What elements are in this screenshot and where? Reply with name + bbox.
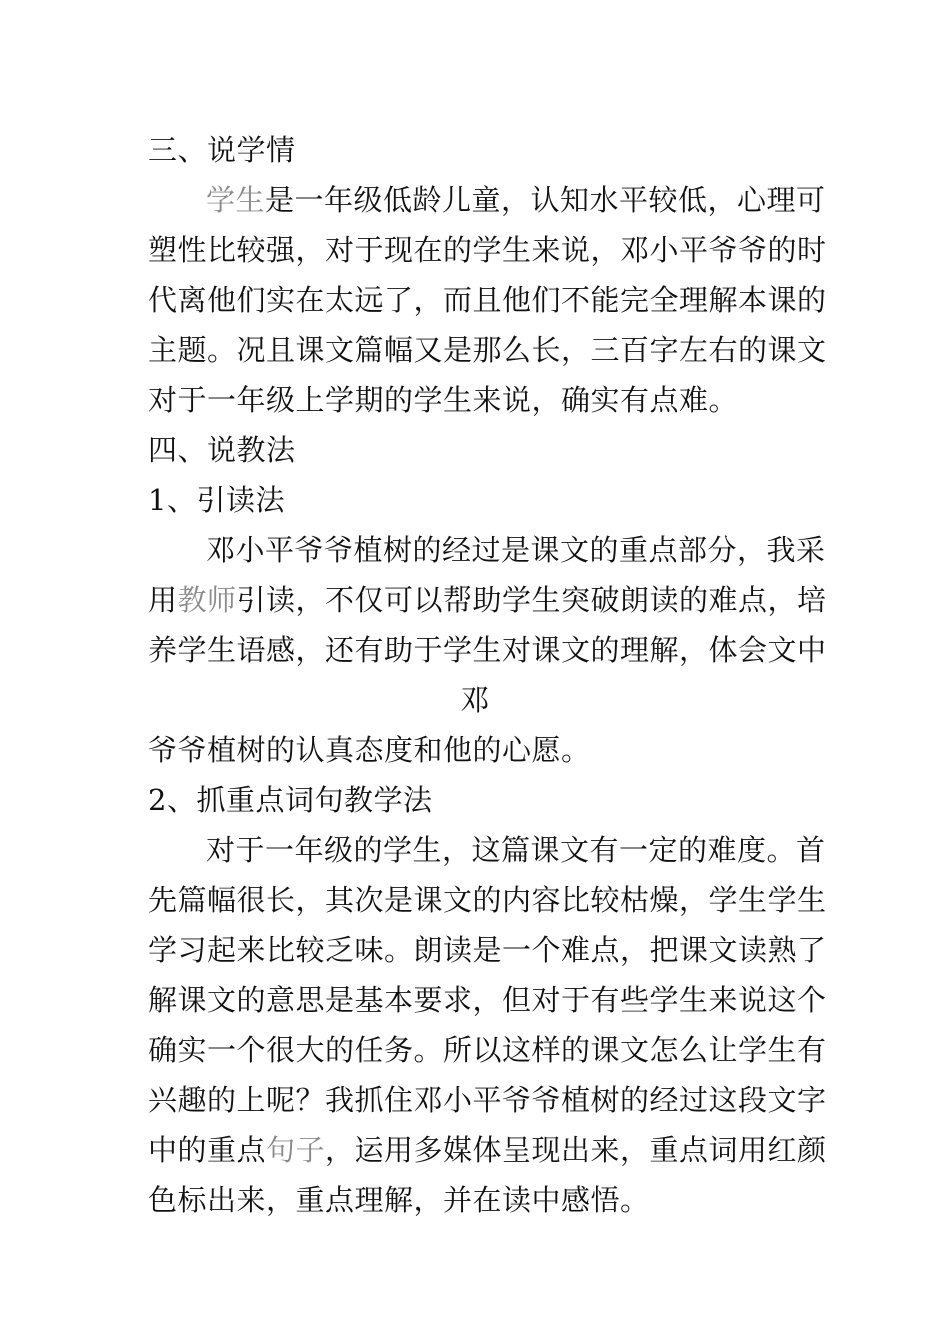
text-run: ，运用多媒体呈现出来，重点词用红颜 [325, 1133, 827, 1167]
text-run: 中的重点 [148, 1133, 267, 1167]
text-run: 用 [148, 583, 178, 617]
section-heading-3: 三、说学情 [148, 133, 296, 167]
method-heading-2: 2、抓重点词句教学法 [148, 783, 433, 817]
link-sentence[interactable]: 句子 [266, 1133, 326, 1167]
paragraph-line: 邓小平爷爷植树的经过是课文的重点部分，我采 [206, 533, 826, 567]
paragraph-line: 先篇幅很长，其次是课文的内容比较枯燥，学生学生 [148, 883, 827, 917]
method-heading-1: 1、引读法 [148, 483, 285, 517]
paragraph-line: 确实一个很大的任务。所以这样的课文怎么让学生有 [148, 1033, 827, 1067]
link-teacher[interactable]: 教师 [177, 583, 237, 617]
section-heading-4: 四、说教法 [148, 433, 296, 467]
paragraph-line: 解课文的意思是基本要求，但对于有些学生来说这个 [148, 983, 827, 1017]
paragraph-line [148, 182, 826, 218]
paragraph-line: 塑性比较强，对于现在的学生来说，邓小平爷爷的时 [148, 233, 827, 267]
paragraph-line [148, 582, 827, 618]
paragraph-line: 主题。况且课文篇幅又是那么长，三百字左右的课文 [148, 333, 827, 367]
paragraph-line: 代离他们实在太远了，而且他们不能完全理解本课的 [148, 283, 827, 317]
paragraph-line: 对于一年级的学生，这篇课文有一定的难度。首 [206, 833, 826, 867]
paragraph-line: 兴趣的上呢？我抓住邓小平爷爷植树的经过这段文字 [148, 1083, 827, 1117]
text-run: 引读，不仅可以帮助学生突破朗读的难点，培 [236, 583, 827, 617]
text-run: 是一年级低龄儿童，认知水平较低，心理可 [265, 183, 826, 217]
paragraph-line: 对于一年级上学期的学生来说，确实有点难。 [148, 383, 739, 417]
paragraph-line: 色标出来，重点理解，并在读中感悟。 [148, 1183, 650, 1217]
link-student[interactable]: 学生 [206, 183, 266, 217]
paragraph-line: 爷爷植树的认真态度和他的心愿。 [148, 733, 591, 767]
paragraph-line: 学习起来比较乏味。朗读是一个难点，把课文读熟了 [148, 933, 827, 967]
paragraph-line: 养学生语感，还有助于学生对课文的理解，体会文中 [148, 633, 827, 667]
paragraph-line-centered: 邓 [460, 683, 490, 717]
paragraph-line [148, 1132, 827, 1168]
